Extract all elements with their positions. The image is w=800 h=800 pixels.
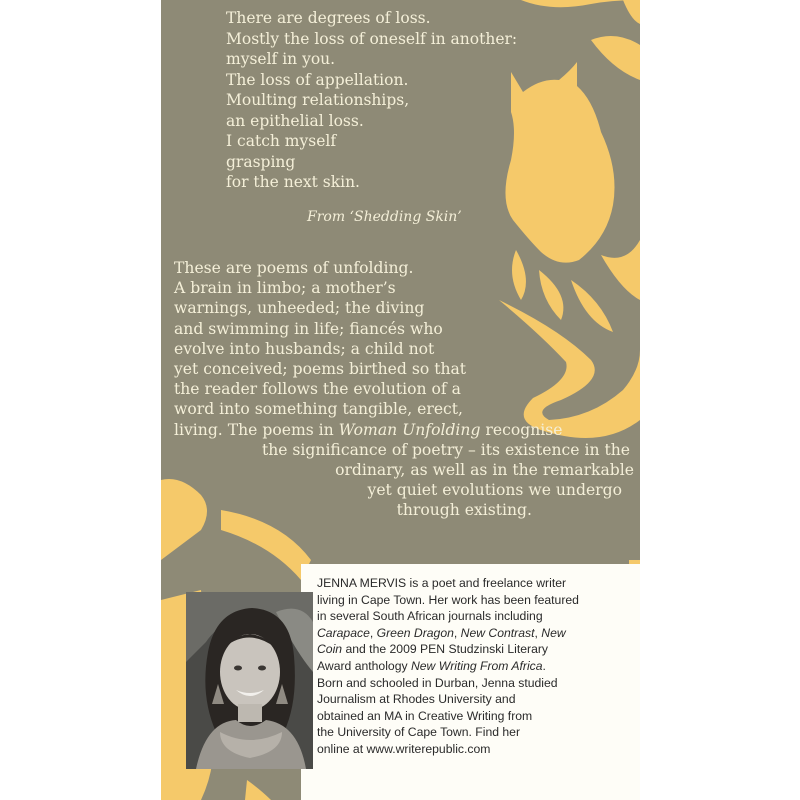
back-cover [161,0,640,800]
book-title: Woman Unfolding [338,420,481,439]
anthology-title: New Writing From Africa [410,658,543,673]
bio-text: , [453,625,461,640]
blurb-text: recognise [480,420,563,439]
blurb-line: and swimming in life; fiancés who [174,319,443,338]
author-bio-panel [301,564,640,800]
book-blurb [174,258,634,521]
owl-illustration [505,62,614,263]
bio-text: . [542,658,546,673]
blurb-line: the significance of poetry – its existence in the [261,440,630,459]
poem-line: There are degrees of loss. [226,9,431,27]
bio-text: Award anthology [317,658,411,673]
journal-title: New [541,625,566,640]
poem-line: Moulting relationships, [226,91,410,109]
blurb-line: through existing. [396,501,532,520]
poem-line: grasping [226,152,296,171]
author-bio [317,575,635,758]
blurb-line: These are poems of unfolding. [174,259,414,277]
journal-title: Green Dragon [376,625,454,640]
blurb-line: A brain in limbo; a mother’s [174,279,396,298]
bio-line: in several South African journals including [317,609,543,624]
blurb-line: ordinary, as well as in the remarkable [335,461,634,480]
blurb-line: word into something tangible, erect, [174,400,464,419]
bio-text: , [534,625,542,640]
bio-line: the University of Cape Town. Find her [317,725,520,740]
poem-line: for the next skin. [226,173,360,191]
poem-excerpt [226,8,517,193]
bio-line: online at www.writerepublic.com [317,741,491,756]
author-photo [186,592,313,769]
blurb-line: yet conceived; poems birthed so that [174,360,467,379]
poem-line: Mostly the loss of oneself in another: [226,29,518,48]
author-portrait-image [186,592,313,769]
journal-title: Coin [317,642,343,657]
poem-line: myself in you. [226,50,336,68]
poem-line: I catch myself [226,132,337,150]
poem-line: an epithelial loss. [226,111,364,130]
bio-text: , [369,625,377,640]
blurb-line [174,420,634,440]
journal-title: New Contrast [460,625,535,640]
blurb-line: the reader follows the evolution of a [174,380,461,399]
bio-line [317,625,635,642]
bio-line: JENNA MERVIS is a poet and freelance writer [317,576,567,590]
blurb-line: yet quiet evolutions we undergo [367,481,622,500]
journal-title: Carapace [317,625,370,640]
poem-source: From ‘Shedding Skin’ [307,209,462,225]
bio-line: living in Cape Town. Her work has been featured [317,592,579,607]
bio-text: and the 2009 PEN Studzinski Literary [342,642,549,657]
bio-line: Born and schooled in Durban, Jenna studied [317,675,558,690]
poem-line: The loss of appellation. [226,70,409,89]
blurb-line: warnings, unheeded; the diving [174,299,425,318]
blurb-text: living. The poems in [174,420,339,439]
bio-line [317,641,635,658]
bio-line: obtained an MA in Creative Writing from [317,708,533,723]
blurb-line: evolve into husbands; a child not [174,339,435,358]
bio-line: Journalism at Rhodes University and [317,692,516,707]
bio-line [317,658,635,675]
